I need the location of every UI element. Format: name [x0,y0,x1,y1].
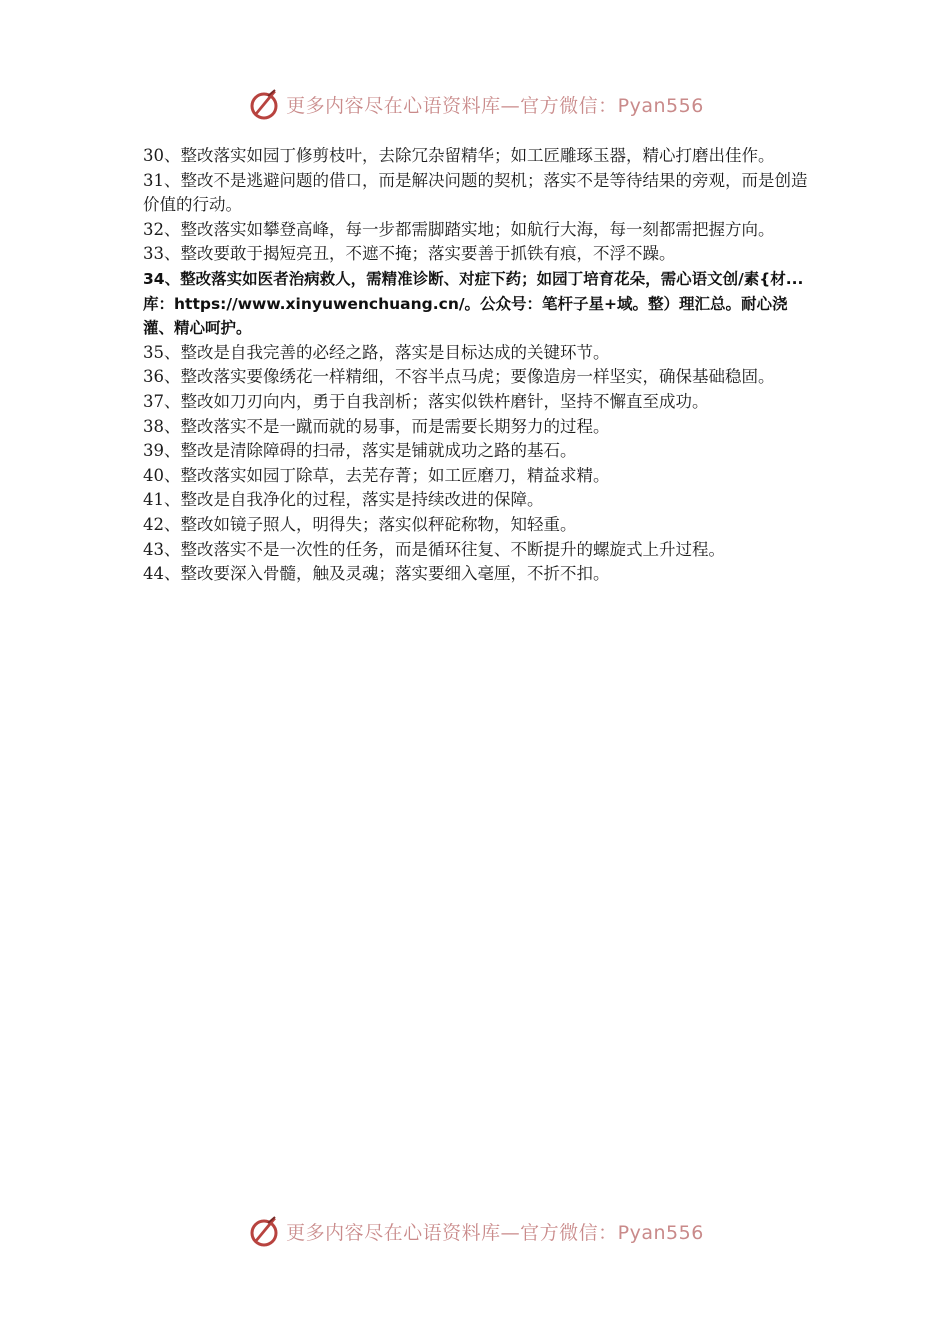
footer-banner-label: 更多内容尽在心语资料库—官方微信： [286,1221,618,1244]
list-item-42: 42、整改如镜子照人，明得失；落实似秤砣称物，知轻重。 [143,514,577,534]
list-item-35: 35、整改是自我完善的必经之路，落实是目标达成的关键环节。 [143,342,610,362]
list-item-38: 38、整改落实不是一蹴而就的易事，而是需要长期努力的过程。 [143,416,610,436]
list-item-30: 30、整改落实如园丁修剪枝叶，去除冗杂留精华；如工匠雕琢玉器，精心打磨出佳作。 [143,146,775,165]
header-wechat-id: Pyan556 [617,94,704,117]
footer-banner [0,1209,950,1253]
list-item-41: 41、整改是自我净化的过程，落实是持续改进的保障。 [143,490,544,510]
quill-pen-logo-icon [246,86,282,122]
header-banner-label: 更多内容尽在心语资料库—官方微信： [286,94,618,117]
list-item-40: 40、整改落实如园丁除草，去芜存菁；如工匠磨刀，精益求精。 [143,465,610,485]
list-item-37: 37、整改如刀刃向内，勇于自我剖析；落实似铁杵磨针，坚持不懈直至成功。 [143,391,709,411]
list-item-39: 39、整改是清除障碍的扫帚，落实是铺就成功之路的基石。 [143,441,577,461]
quill-pen-logo-icon [246,1213,282,1249]
list-item-31: 31、整改不是逃避问题的借口，而是解决问题的契机；落实不是等待结果的旁观，而是创造价值的行动。 [143,170,808,215]
footer-banner-text [286,1218,704,1245]
list-item-43: 43、整改落实不是一次性的任务，而是循环往复、不断提升的螺旋式上升过程。 [143,539,725,559]
list-item-33: 33、整改要敢于揭短亮丑，不遮不掩；落实要善于抓铁有痕，不浮不躁。 [143,244,676,264]
list-item-44: 44、整改要深入骨髓，触及灵魂；落实要细入毫厘，不折不扣。 [143,564,610,584]
list-item-36: 36、整改落实要像绣花一样精细，不容半点马虎；要像造房一样坚实，确保基础稳固。 [143,367,775,387]
document-body [143,144,811,587]
header-banner-text [286,91,704,118]
footer-wechat-id: Pyan556 [617,1221,704,1244]
header-banner [0,82,950,126]
list-item-32: 32、整改落实如攀登高峰，每一步都需脚踏实地；如航行大海，每一刻都需把握方向。 [143,219,775,239]
list-item-34: 34、整改落实如医者治病救人，需精准诊断、对症下药；如园丁培育花朵，需心语文创/素{材...库：https://www.xinyuwenchuang.cn/。公众号：笔杆子星+域。整）理汇总。耐心浇灌、精心呵护。 [143,269,804,338]
